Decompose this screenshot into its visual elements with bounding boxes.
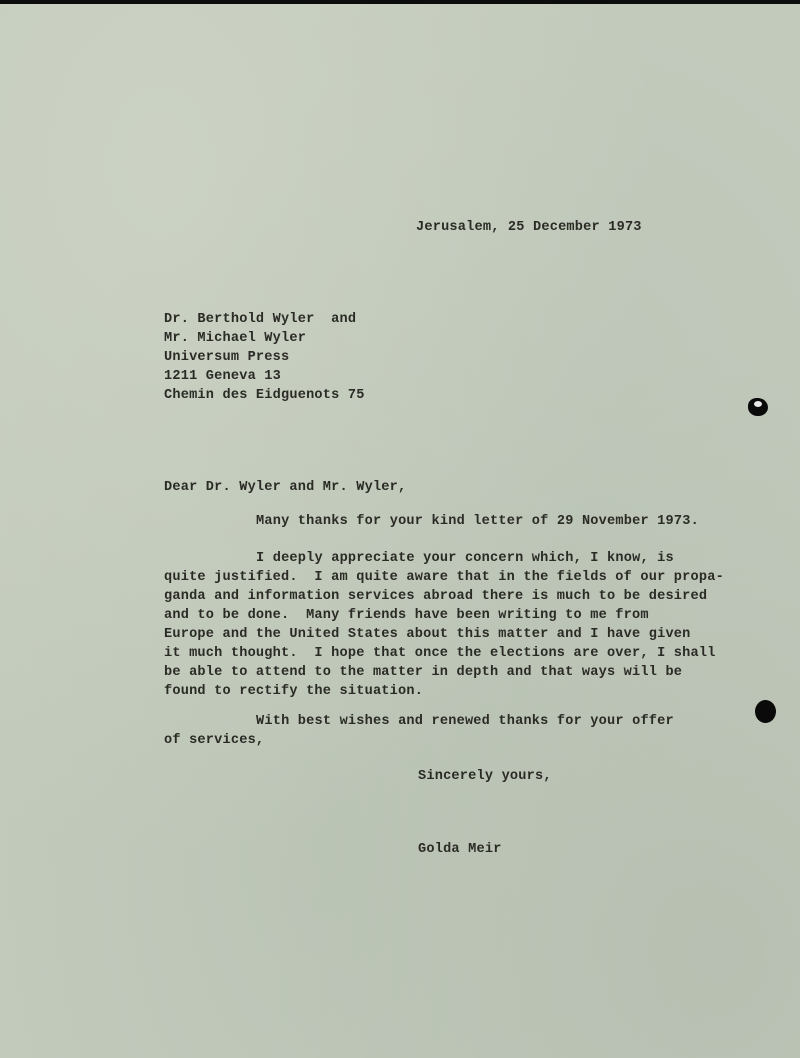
paragraph-line: Europe and the United States about this matter and I have given bbox=[164, 627, 691, 642]
punch-hole-mark bbox=[748, 398, 768, 416]
paragraph-line: and to be done. Many friends have been writing to me from bbox=[164, 608, 649, 623]
signature-name: Golda Meir bbox=[418, 842, 502, 857]
paragraph-line: of services, bbox=[164, 733, 265, 748]
recipient-line: Mr. Michael Wyler bbox=[164, 331, 307, 346]
paragraph-line: be able to attend to the matter in depth and that ways will be bbox=[164, 665, 683, 680]
paragraph-line: quite justified. I am quite aware that in the fields of our propa- bbox=[164, 570, 724, 585]
recipient-line: Dr. Berthold Wyler and bbox=[164, 312, 357, 327]
paragraph-line: ganda and information services abroad there is much to be desired bbox=[164, 589, 708, 604]
letter-page bbox=[0, 4, 800, 1058]
punch-hole-mark bbox=[755, 700, 776, 723]
paragraph-line: With best wishes and renewed thanks for your offer bbox=[256, 714, 674, 729]
recipient-line: Chemin des Eidguenots 75 bbox=[164, 388, 365, 403]
recipient-line: 1211 Geneva 13 bbox=[164, 369, 282, 384]
paragraph-line: found to rectify the situation. bbox=[164, 684, 424, 699]
paragraph-thanks: Many thanks for your kind letter of 29 November 1973. bbox=[256, 514, 699, 529]
date-line: Jerusalem, 25 December 1973 bbox=[416, 220, 642, 235]
paragraph-line: it much thought. I hope that once the elections are over, I shall bbox=[164, 646, 716, 661]
closing: Sincerely yours, bbox=[418, 769, 552, 784]
salutation: Dear Dr. Wyler and Mr. Wyler, bbox=[164, 480, 407, 495]
recipient-line: Universum Press bbox=[164, 350, 290, 365]
paragraph-line: I deeply appreciate your concern which, I know, is bbox=[256, 551, 674, 566]
